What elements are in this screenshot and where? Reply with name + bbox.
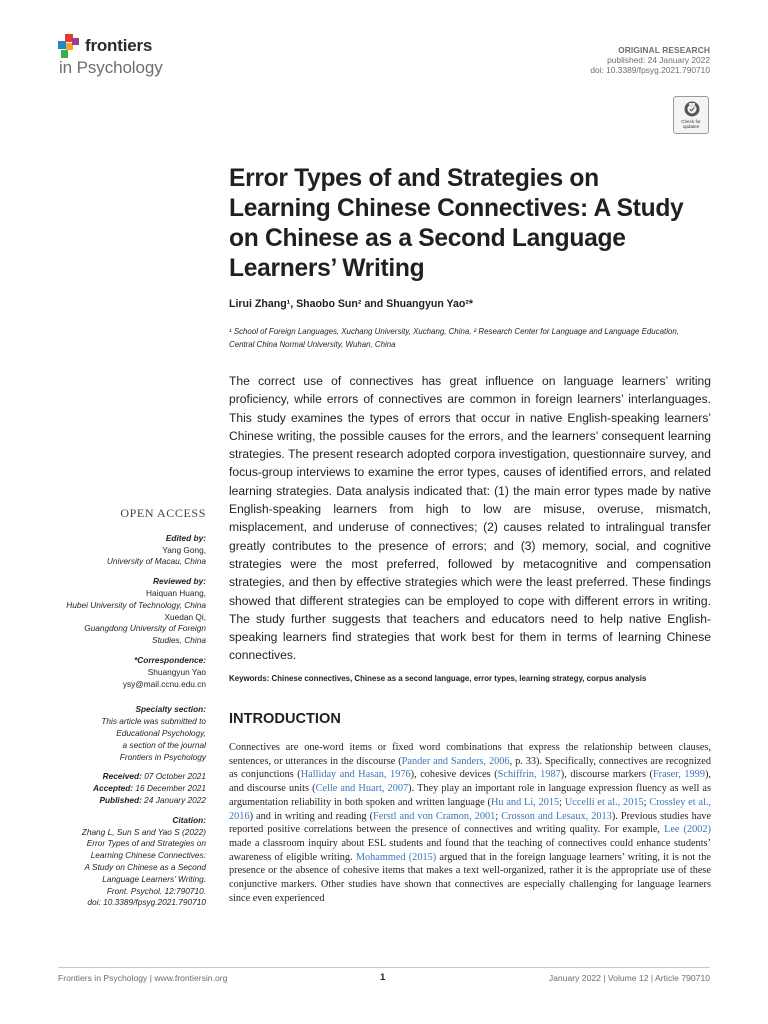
- citation-link[interactable]: Celle and Huart, 2007: [315, 783, 409, 795]
- open-access-label: OPEN ACCESS: [120, 506, 206, 520]
- citation-link[interactable]: Schiffrin, 1987: [497, 769, 561, 781]
- check-updates-label: Check for updates: [681, 119, 701, 129]
- citation-text: Error Types of and Strategies on: [86, 838, 206, 849]
- body-text: ;: [643, 796, 650, 808]
- specialty-text: a section of the journal: [122, 739, 206, 750]
- page-number: 1: [380, 972, 386, 983]
- published-date: [36, 795, 206, 807]
- published-value: 24 January 2022: [144, 794, 206, 805]
- journal-logo-wordmark: frontiers: [85, 36, 153, 55]
- citation-link[interactable]: Halliday and Hasan, 1976: [300, 769, 411, 781]
- citation-link[interactable]: Mohammed (2015): [355, 851, 437, 863]
- body-text: ). They play an important role in language expression fluency as well as argumentation reliability in both spoken and written language (: [229, 783, 712, 808]
- accepted-date: [36, 783, 206, 795]
- body-text: ), and discourse units (: [229, 769, 711, 795]
- accepted-value: 16 December 2021: [135, 783, 206, 794]
- specialty-text: Educational Psychology,: [116, 727, 206, 738]
- reviewer-name: Haiquan Huang,: [146, 587, 206, 598]
- check-updates-icon: [684, 101, 700, 117]
- received-date: [36, 771, 206, 783]
- introduction-paragraph: [229, 741, 711, 905]
- publication-date: published: 24 January 2022: [607, 55, 710, 65]
- footer-divider: [58, 967, 710, 968]
- specialty-text: This article was submitted to: [101, 716, 206, 727]
- journal-logo: [58, 34, 208, 82]
- citation-text: Zhang L, Sun S and Yao S (2022): [81, 826, 206, 837]
- journal-name: in Psychology: [59, 58, 163, 77]
- citation-text: Language Learners’ Writing.: [102, 873, 206, 884]
- article-type: ORIGINAL RESEARCH: [618, 45, 710, 55]
- author-list: Lirui Zhang¹, Shaobo Sun² and Shuangyun Yao²*: [229, 298, 474, 310]
- body-text: ), cohesive devices (: [410, 769, 498, 781]
- edited-by-label: Edited by:: [165, 532, 206, 543]
- body-text: , p. 33). Specifically, connectives are recognized as conjunctions (: [229, 755, 712, 781]
- citation-link[interactable]: Crosson and Lesaux, 2013: [501, 810, 612, 822]
- section-heading-introduction: INTRODUCTION: [229, 711, 341, 727]
- published-label: Published:: [99, 794, 142, 805]
- body-text: Connectives are one-word items or fixed word combinations that express the relationship between clauses, sentences, or utterances in the discourse (: [229, 742, 711, 767]
- citation-text: doi: 10.3389/fpsyg.2021.790710: [87, 897, 206, 908]
- citation-text: Learning Chinese Connectives:: [90, 850, 206, 861]
- citation-link[interactable]: Uccelli et al., 2015: [564, 796, 644, 808]
- citation-link[interactable]: Pander and Sanders, 2006: [401, 755, 510, 767]
- article-title: Error Types of and Strategies on Learning Chinese Connectives: A Study on Chinese as a Second Language Learners’ Writing: [229, 165, 684, 282]
- received-value: 07 October 2021: [144, 771, 206, 782]
- citation-link[interactable]: Lee (2002): [664, 824, 711, 836]
- correspondence-name: Shuangyun Yao: [147, 666, 206, 677]
- body-text: made a classroom inquiry about ESL students and found that the teaching of connectives could enhance students’ awareness of eligible writing.: [229, 837, 711, 863]
- body-text: ). Previous studies have reported positive correlations between the presence of connectives and writing quality. For example,: [229, 810, 712, 836]
- specialty-section-label: Specialty section:: [135, 704, 206, 715]
- body-text: argued that in the foreign language learners’ writing, it is not the presence or the absence of cohesive items that makes a text well-organized, rather it is the appropriate use of these conjunctive markers. Other studies have shown that connectives are especially challenging for language learners since even experienced: [229, 851, 711, 904]
- reviewed-by-label: Reviewed by:: [152, 576, 206, 587]
- footer-journal-site[interactable]: Frontiers in Psychology | www.frontiersin.org: [58, 973, 228, 983]
- abstract: The correct use of connectives has great influence on language learners’ writing proficiency, while errors of connectives are common in foreign learners’ interlanguages. This study examines the types of errors that occur in native English-speaking learners’ Chinese writing, the possible causes for the errors, and the learners’ consequent learning strategies. The present research adopted corpora investigation, questionnaire survey, and focus-group interviews to examine the error types, causes of identified errors, and related learning strategies. Data analysis indicated that: (1) the main error types made by native English-speaking learners from high to low are misuse, overuse, mismatch, misplacement, and underuse of connectives; (2) causes related to intralingual transfer greatly contributes to the presence of errors; and (3) memory, social, and cognitive strategies were the most preferred, followed by metacognitive and compensation strategies, and then by effective strategies which were the least preferred. These findings showed that different strategies can be employed to cope with different errors in writing. The study further suggests that teachers and educators need to help native English-speaking learners find strategies that work best for them in terms of learning Chinese connectives.: [229, 374, 711, 663]
- citation-text: Front. Psychol. 12:790710.: [106, 885, 206, 896]
- author-affiliations: ¹ School of Foreign Languages, Xuchang University, Xuchang, China, ² Research Center for Language and Language Education, Central China Normal University, Wuhan, China: [229, 327, 679, 349]
- article-doi: doi: 10.3389/fpsyg.2021.790710: [590, 65, 710, 75]
- correspondence-email[interactable]: ysy@mail.ccnu.edu.cn: [122, 678, 206, 689]
- editor-affiliation: University of Macau, China: [106, 556, 206, 567]
- accepted-label: Accepted:: [92, 783, 134, 794]
- article-info-sidebar: [36, 508, 206, 909]
- correspondence-label: *Correspondence:: [134, 654, 206, 665]
- citation-text: A Study on Chinese as a Second: [84, 861, 206, 872]
- footer-issue-info: January 2022 | Volume 12 | Article 790710: [548, 973, 710, 983]
- body-text: ;: [559, 796, 565, 808]
- received-label: Received:: [102, 771, 142, 782]
- body-text: ) and in writing and reading (: [249, 810, 374, 822]
- editor-name: Yang Gong,: [162, 544, 206, 555]
- citation-link[interactable]: Fraser, 1999: [652, 769, 705, 781]
- check-for-updates-badge[interactable]: [673, 96, 709, 134]
- body-text: ), discourse markers (: [560, 769, 653, 781]
- keywords: Keywords: Chinese connectives, Chinese as a second language, error types, learning strategy, corpus analysis: [229, 674, 647, 683]
- reviewer-affiliation: Guangdong University of Foreign: [84, 623, 206, 634]
- frontiers-logo-icon: [58, 34, 80, 60]
- specialty-text: Frontiers in Psychology: [119, 751, 206, 762]
- citation-link[interactable]: Ferstl and von Cramon, 2001: [373, 810, 496, 822]
- body-text: ;: [495, 810, 502, 822]
- citation-link[interactable]: Hu and Li, 2015: [490, 796, 560, 808]
- citation-label: Citation:: [172, 814, 206, 825]
- reviewer-name: Xuedan Qi,: [164, 611, 206, 622]
- reviewer-affiliation: Studies, China: [152, 635, 206, 646]
- reviewer-affiliation: Hubei University of Technology, China: [66, 599, 206, 610]
- citation-link[interactable]: Crossley et al., 2016: [229, 796, 712, 822]
